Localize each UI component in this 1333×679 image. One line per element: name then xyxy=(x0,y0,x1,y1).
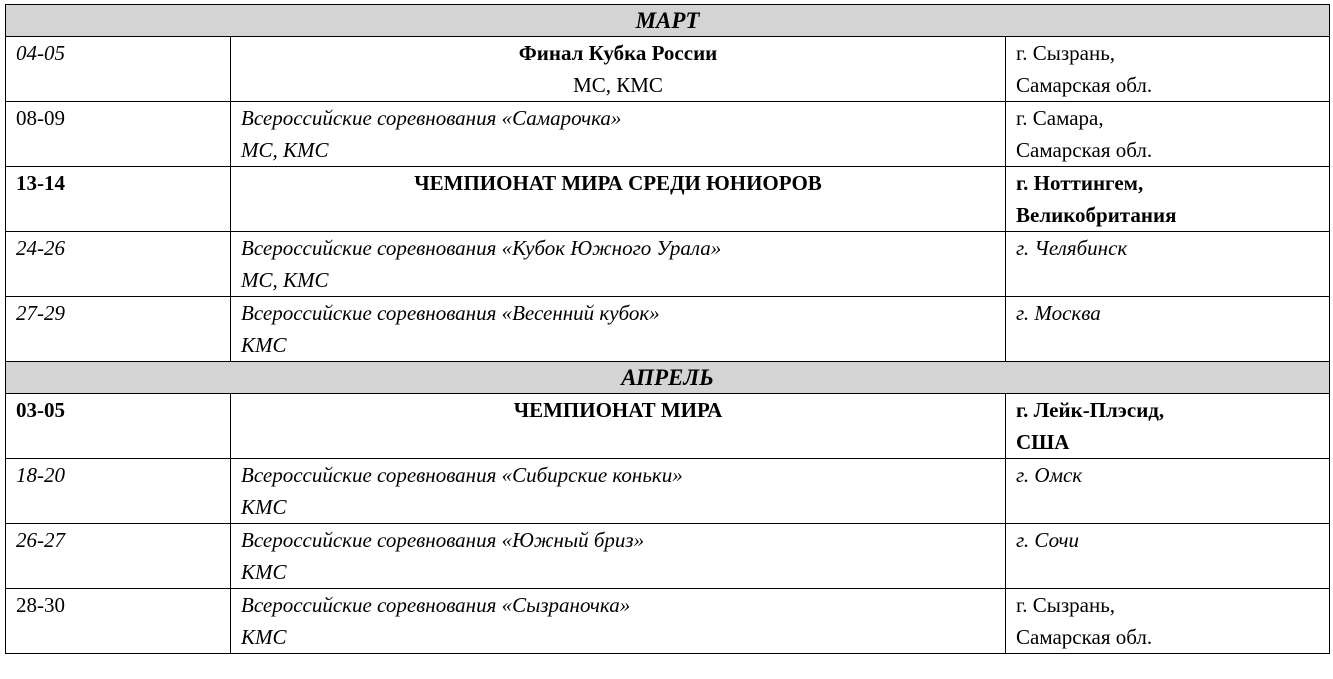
event-category: КМС xyxy=(241,495,287,519)
event-category: МС, КМС xyxy=(573,73,663,97)
place-line: Самарская обл. xyxy=(1016,138,1153,162)
event-title: Всероссийские соревнования «Южный бриз» xyxy=(241,528,645,552)
event-row xyxy=(6,589,1330,654)
event-cell xyxy=(231,167,1006,232)
place-line: г. Москва xyxy=(1016,301,1101,325)
event-dates: 13-14 xyxy=(6,167,231,232)
event-dates: 18-20 xyxy=(6,459,231,524)
event-row xyxy=(6,232,1330,297)
event-place xyxy=(1006,297,1330,362)
event-cell xyxy=(231,37,1006,102)
event-title: Всероссийские соревнования «Сызраночка» xyxy=(241,593,631,617)
event-dates: 27-29 xyxy=(6,297,231,362)
event-title: Всероссийские соревнования «Сибирские коньки» xyxy=(241,463,683,487)
month-name: МАРТ xyxy=(6,5,1330,37)
event-title: ЧЕМПИОНАТ МИРА СРЕДИ ЮНИОРОВ xyxy=(414,171,822,195)
event-dates: 03-05 xyxy=(6,394,231,459)
event-place xyxy=(1006,167,1330,232)
event-cell xyxy=(231,394,1006,459)
event-row xyxy=(6,394,1330,459)
event-row xyxy=(6,297,1330,362)
event-cell xyxy=(231,297,1006,362)
place-line: г. Сызрань, xyxy=(1016,41,1116,65)
place-line: Самарская обл. xyxy=(1016,625,1153,649)
event-row xyxy=(6,167,1330,232)
place-line: г. Лейк-Плэсид, xyxy=(1016,398,1165,422)
event-place xyxy=(1006,37,1330,102)
event-dates: 24-26 xyxy=(6,232,231,297)
month-header-row xyxy=(6,5,1330,37)
event-row xyxy=(6,459,1330,524)
place-line: г. Омск xyxy=(1016,463,1083,487)
month-name: АПРЕЛЬ xyxy=(6,362,1330,394)
event-place xyxy=(1006,524,1330,589)
place-line: Самарская обл. xyxy=(1016,73,1153,97)
place-line: г. Сызрань, xyxy=(1016,593,1116,617)
place-line: г. Самара, xyxy=(1016,106,1104,130)
place-line: США xyxy=(1016,430,1070,454)
event-row xyxy=(6,37,1330,102)
event-dates: 08-09 xyxy=(6,102,231,167)
event-dates: 26-27 xyxy=(6,524,231,589)
place-line: г. Ноттингем, xyxy=(1016,171,1144,195)
event-category: КМС xyxy=(241,560,287,584)
event-title: Всероссийские соревнования «Самарочка» xyxy=(241,106,622,130)
event-place xyxy=(1006,232,1330,297)
event-category: КМС xyxy=(241,333,287,357)
event-dates: 04-05 xyxy=(6,37,231,102)
schedule-body xyxy=(6,5,1330,654)
event-title: ЧЕМПИОНАТ МИРА xyxy=(513,398,723,422)
event-cell xyxy=(231,459,1006,524)
month-header-row xyxy=(6,362,1330,394)
event-title: Всероссийские соревнования «Кубок Южного Урала» xyxy=(241,236,722,260)
place-line: г. Сочи xyxy=(1016,528,1080,552)
event-cell xyxy=(231,524,1006,589)
event-cell xyxy=(231,232,1006,297)
event-cell xyxy=(231,589,1006,654)
event-place xyxy=(1006,589,1330,654)
event-title: Финал Кубка России xyxy=(518,41,718,65)
event-category: МС, КМС xyxy=(241,138,329,162)
competition-schedule-table xyxy=(5,4,1330,654)
event-place xyxy=(1006,102,1330,167)
event-row xyxy=(6,524,1330,589)
place-line: г. Челябинск xyxy=(1016,236,1128,260)
event-dates: 28-30 xyxy=(6,589,231,654)
event-category: МС, КМС xyxy=(241,268,329,292)
event-place xyxy=(1006,394,1330,459)
event-title: Всероссийские соревнования «Весенний кубок» xyxy=(241,301,660,325)
event-cell xyxy=(231,102,1006,167)
place-line: Великобритания xyxy=(1016,203,1177,227)
event-row xyxy=(6,102,1330,167)
event-place xyxy=(1006,459,1330,524)
event-category: КМС xyxy=(241,625,287,649)
